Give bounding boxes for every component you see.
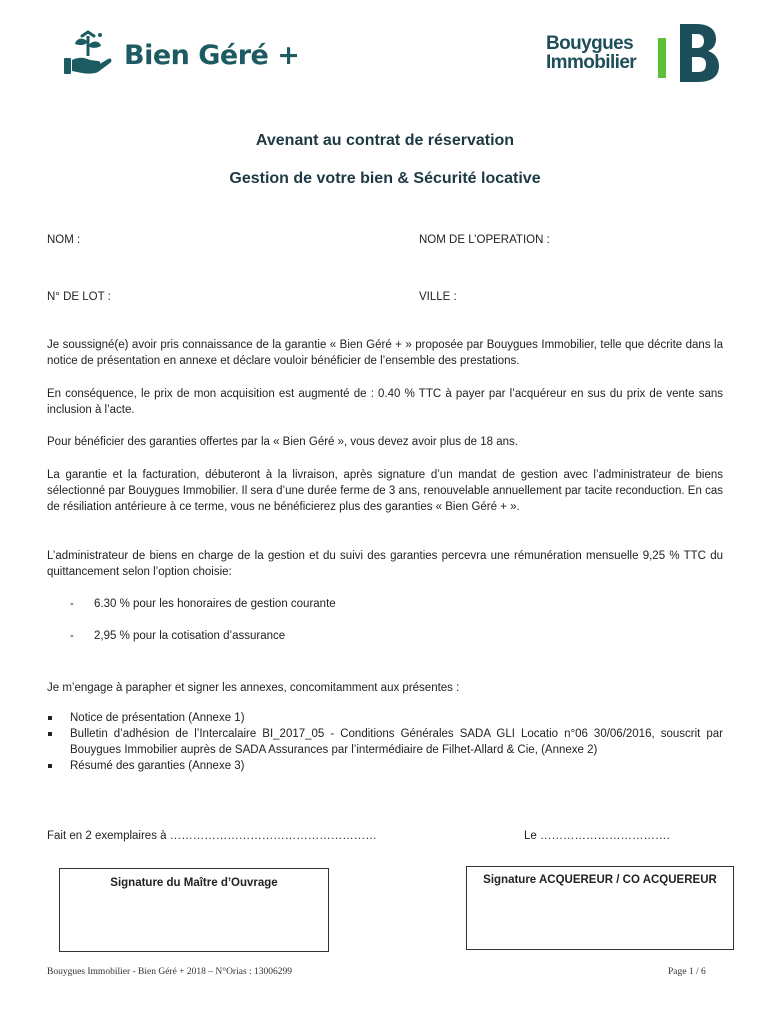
paragraph-commitment: Je m’engage à parapher et signer les annexes, concomitamment aux présentes : <box>47 682 460 694</box>
footer-left: Bouygues Immobilier - Bien Géré + 2018 – N°Orias : 13006299 <box>47 967 293 977</box>
operation-label: NOM DE L’OPERATION : <box>419 234 550 246</box>
hand-plant-icon <box>62 30 114 80</box>
dash-marker: - <box>70 630 74 642</box>
dash-marker: - <box>70 598 74 610</box>
b-mark-icon <box>658 24 720 84</box>
place-line: Fait en 2 exemplaires à ……………………………………………… <box>47 830 377 842</box>
bien-gere-logo <box>62 30 299 80</box>
lot-label: N° DE LOT : <box>47 291 111 303</box>
signature-owner-label: Signature du Maître d’Ouvrage <box>110 877 278 889</box>
option-text: 6.30 % pour les honoraires de gestion courante <box>94 598 336 610</box>
list-item <box>47 710 723 726</box>
paragraph-duration: La garantie et la facturation, débuteront à la livraison, après signature d’un mandat de gestion avec l’administrateur de biens sélectionné par Bouygues Immobilier. Il sera d’une durée ferme de 3 ans, renouvelable annuellement par tacite reconduction. En cas de résiliation antérieure à ce terme, vous ne bénéficierez plus des garanties « Bien Géré + ». <box>47 469 723 513</box>
page-number: Page 1 / 6 <box>668 967 706 977</box>
annexes-list <box>47 710 723 774</box>
document-title: Avenant au contrat de réservation <box>255 132 515 149</box>
signature-box-buyer[interactable] <box>466 866 734 950</box>
bouygues-immobilier-logo <box>546 24 721 84</box>
list-item-text: Bulletin d’adhésion de l’Intercalaire BI_2017_05 - Conditions Générales SADA GLI Locatio n°06 30/06/2016, souscrit par Bouygues Immobilier auprès de SADA Assurances par l’intermédiaire de Filhet-Allard & Cie, (Annexe 2) <box>70 728 723 756</box>
list-item <box>47 726 723 758</box>
paragraph-price: En conséquence, le prix de mon acquisition est augmenté de : 0.40 % TTC à payer par l’acquéreur en sus du prix de vente sans inclusion à l’acte. <box>47 388 723 416</box>
date-line: Le ……………………………. <box>524 830 670 842</box>
square-bullet-icon <box>48 716 52 720</box>
square-bullet-icon <box>48 732 52 736</box>
list-item-text: Résumé des garanties (Annexe 3) <box>70 760 245 772</box>
signature-buyer-label: Signature ACQUEREUR / CO ACQUEREUR <box>483 874 717 886</box>
brand-name-left: Bien Géré + <box>124 39 300 71</box>
brand-line-1: Bouygues <box>546 33 634 54</box>
paragraph-remuneration: L’administrateur de biens en charge de la gestion et du suivi des garanties percevra une rémunération mensuelle 9,25 % TTC du quittancement selon l’option choisie: <box>47 550 723 578</box>
document-subtitle: Gestion de votre bien & Sécurité locative <box>229 170 541 187</box>
paragraph-acknowledgement: Je soussigné(e) avoir pris connaissance de la garantie « Bien Géré + » proposée par Bouygues Immobilier, telle que décrite dans la notice de présentation en annexe et déclare vouloir bénéficier de l’ensemble des prestations. <box>47 339 723 367</box>
square-bullet-icon <box>48 764 52 768</box>
option-item <box>70 630 285 642</box>
ville-label: VILLE : <box>419 291 457 303</box>
list-item <box>47 758 723 774</box>
signature-box-owner[interactable] <box>59 868 329 952</box>
brand-line-2: Immobilier <box>546 52 637 73</box>
nom-label: NOM : <box>47 234 81 246</box>
option-item <box>70 598 336 610</box>
brand-name-right <box>546 34 636 72</box>
list-item-text: Notice de présentation (Annexe 1) <box>70 712 245 724</box>
paragraph-age: Pour bénéficier des garanties offertes par la « Bien Géré », vous devez avoir plus de 18 ans. <box>47 436 518 448</box>
option-text: 2,95 % pour la cotisation d’assurance <box>94 630 286 642</box>
